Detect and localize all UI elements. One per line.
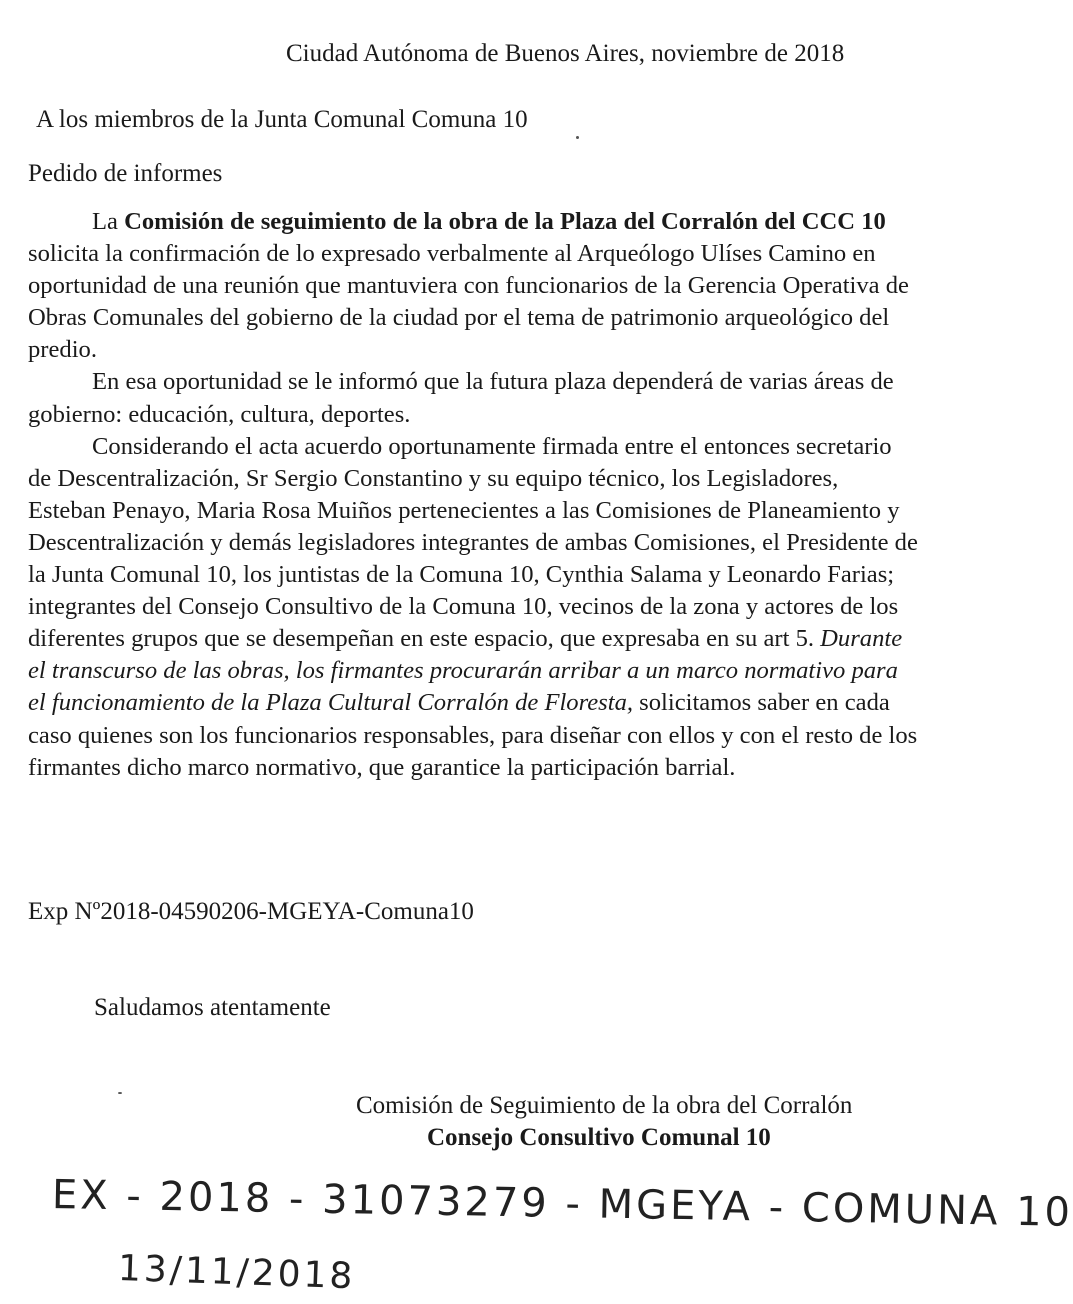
commission-name: Comisión de seguimiento de la obra de la Plaza del Corralón del CCC 10 — [124, 208, 886, 235]
paragraph-2: En esa oportunidad se le informó que la futura plaza dependerá de varias áreas de gobierno: educación, cultura, deportes. — [28, 368, 894, 428]
expediente-number: Exp Nº2018-04590206-MGEYA-Comuna10 — [28, 898, 474, 925]
handwritten-date: 13/11/2018 — [117, 1248, 357, 1298]
signature-line-1: Comisión de Seguimiento de la obra del Corralón — [356, 1092, 853, 1119]
paragraph-3 — [28, 431, 920, 784]
scan-speck — [118, 1092, 122, 1094]
addressee: A los miembros de la Junta Comunal Comuna 10 — [36, 106, 528, 133]
letter-body — [28, 206, 920, 784]
place-date: Ciudad Autónoma de Buenos Aires, noviembre de 2018 — [286, 40, 845, 67]
quoted-article: Durante el transcurso de las obras, los firmantes procurarán arribar a un marco normativo para el funcionamiento de la Plaza Cultural Corralón de Floresta, — [28, 625, 903, 717]
p3-lead: Considerando el acta acuerdo oportunamente firmada entre el entonces secretario de Descentralización, Sr Sergio Constantino y su equipo técnico, los Legisladores, Esteban Penayo, Maria Rosa Muiños pertenecientes a las Comisiones de Planeamiento y Descentralización y demás legisladores integrantes de ambas Comisiones, el Presidente de la Junta Comunal 10, los juntistas de la Comuna 10, Cynthia Salama y Leonardo Farias; integrantes del Consejo Consultivo de la Comuna 10, vecinos de la zona y actores de los diferentes grupos que se desempeñan en este espacio, que expresaba en su art 5. — [28, 432, 918, 653]
subject: Pedido de informes — [28, 160, 223, 187]
paragraph-1 — [28, 206, 920, 366]
closing: Saludamos atentamente — [94, 994, 331, 1021]
signature-line-2: Consejo Consultivo Comunal 10 — [427, 1124, 771, 1151]
p1-rest: solicita la confirmación de lo expresado verbalmente al Arqueólogo Ulíses Camino en oportunidad de una reunión que mantuviera con funcionarios de la Gerencia Operativa de Obras Comunales del gobierno de la ciudad por el tema de patrimonio arqueológico del predio. — [28, 240, 909, 364]
p3-rest: solicitamos saber en cada caso quienes son los funcionarios responsables, para diseñar con ellos y con el resto de los firmantes dicho marco normativo, que garantice la participación barrial. — [28, 689, 918, 781]
p1-lead: La — [92, 208, 125, 235]
handwritten-expediente: EX - 2018 - 31073279 - MGEYA - COMUNA 10 — [51, 1172, 1073, 1236]
scan-speck — [576, 136, 579, 139]
